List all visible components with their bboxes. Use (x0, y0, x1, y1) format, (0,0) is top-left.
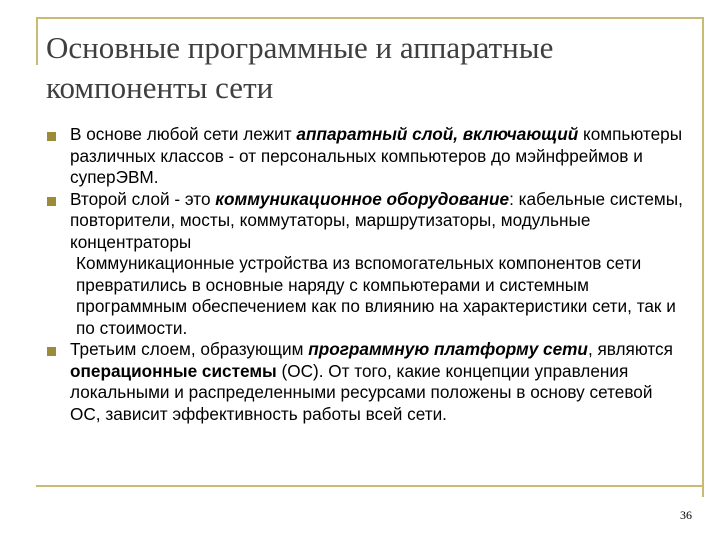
bullet-item-hardware-layer (46, 124, 686, 189)
slide-title (46, 28, 686, 108)
square-bullet-icon (47, 197, 56, 206)
bullet-text: Второй слой - это (70, 188, 216, 209)
bullet-emphasis: аппаратный слой, включающий (296, 124, 579, 144)
frame-left-line (36, 17, 38, 65)
bullet-text: (ОС). От того, какие концепции управления локальными и распределенными ресурсами положены в основу сетевой ОС, зависит эффективность работы всей сети. (70, 360, 653, 424)
frame-bottom-line (36, 485, 704, 487)
bullet-item-communication-equipment (46, 189, 686, 254)
frame-right-line (702, 17, 704, 497)
square-bullet-icon (47, 132, 56, 141)
bullet-text: Третьим слоем, образующим (70, 339, 309, 359)
bullet-bold-term: операционные системы (70, 360, 277, 381)
bullet-text: , являются (587, 339, 673, 359)
frame-top-line (36, 17, 704, 19)
paragraph-text: Коммуникационные устройства из вспомогательных компонентов сети превратились в основные наряду с компьютерами и системным программным обеспечением как по влиянию на характеристики сети, так и по стоимости. (76, 253, 676, 338)
bullet-emphasis: коммуникационное оборудование (215, 188, 510, 209)
bullet-item-software-platform (46, 339, 686, 425)
bullet-text: компьютеры различных классов - от персональных компьютеров до мэйнфреймов и суперЭВМ. (70, 124, 683, 187)
bullet-emphasis: программную платформу сети (308, 339, 588, 359)
continuation-paragraph (46, 253, 686, 339)
page-number: 36 (680, 508, 692, 522)
slide-body (46, 124, 686, 425)
bullet-text: : кабельные системы, повторители, мосты, коммутаторы, маршрутизаторы, модульные концентраторы (70, 188, 683, 252)
square-bullet-icon (47, 347, 56, 356)
slide-title-line-1: Основные программные и аппаратные (46, 30, 554, 65)
slide-title-line-2: компоненты сети (46, 70, 274, 105)
bullet-text: В основе любой сети лежит (70, 124, 297, 144)
